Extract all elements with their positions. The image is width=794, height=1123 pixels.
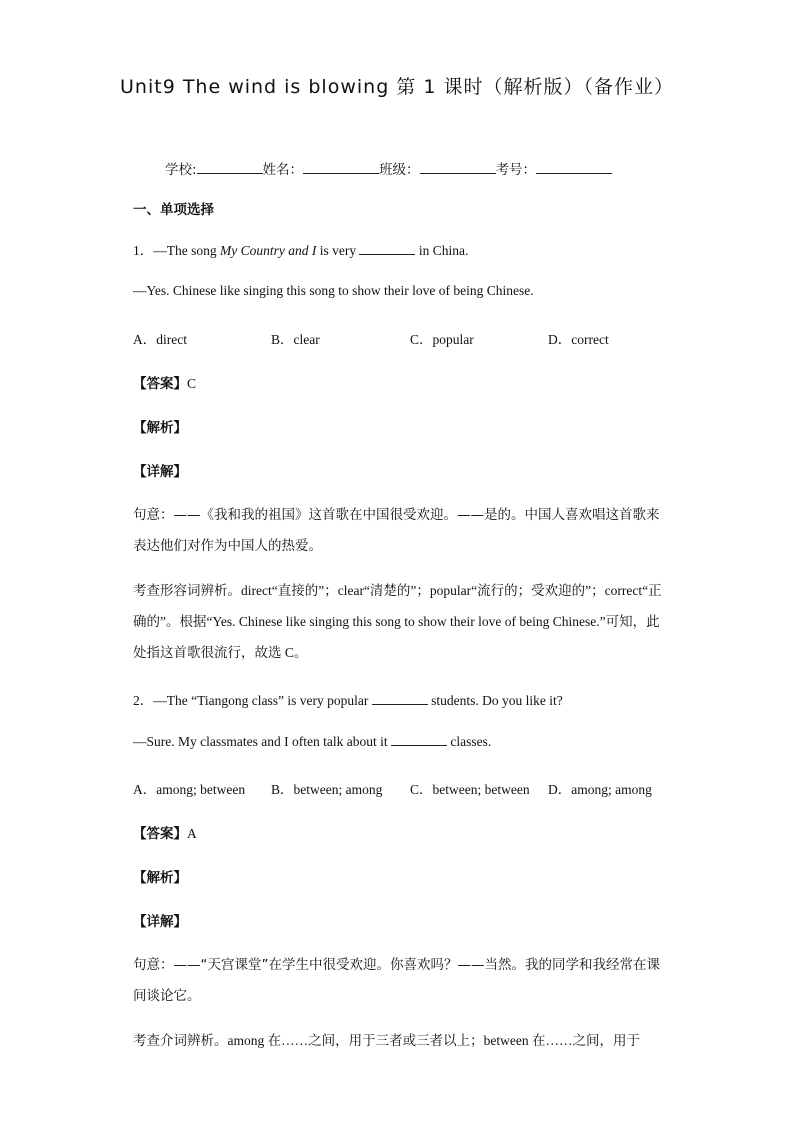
school-label: 学校: <box>165 162 197 178</box>
document-title: Unit9 The wind is blowing 第 1 课时（解析版）（备作业） <box>120 76 674 98</box>
q1-explain: 考查形容词辨析。direct“直接的”；clear“清楚的”；popular“流行的；受欢迎的”；correct“正确的”。根据“Yes. Chinese like singing this song to show their love of being Chinese.”可知，此处指这首歌很流行，故选 C。 <box>133 583 662 660</box>
school-blank[interactable] <box>197 161 263 174</box>
q2-stem-a: 2．—The “Tiangong class” is very popular <box>133 693 372 708</box>
q1-stem-a: 1．—The song <box>133 243 220 258</box>
q1-stem-b: is very <box>316 243 360 258</box>
q2-answer <box>133 822 197 842</box>
q2-analysis-label: 【解析】 <box>133 870 187 886</box>
q1-answer-label: 【答案】 <box>133 376 187 392</box>
q1-option-c[interactable]: C．popular <box>410 332 474 347</box>
q1-stem <box>133 239 468 259</box>
name-label: 姓名： <box>262 162 304 178</box>
q1-stem-c: in China. <box>415 243 469 258</box>
q1-option-d[interactable]: D．correct <box>548 332 609 347</box>
q1-stem-italic: My Country and I <box>220 243 317 258</box>
name-blank[interactable] <box>303 161 379 174</box>
class-blank[interactable] <box>420 161 496 174</box>
q2-stem <box>133 689 563 709</box>
q2-line2-b: classes. <box>446 734 492 749</box>
q1-answer-value: C <box>187 376 197 391</box>
q2-explain: 考查介词辨析。among 在……之间，用于三者或三者以上；between 在……之间，用于 <box>133 1033 640 1048</box>
q2-option-a[interactable]: A．among; between <box>133 782 246 797</box>
q1-analysis-label: 【解析】 <box>133 420 187 436</box>
q2-option-b[interactable]: B．between; among <box>271 782 383 797</box>
q2-meaning: 句意：——“天宫课堂”在学生中很受欢迎。你喜欢吗？——当然。我的同学和我经常在课间谈论它。 <box>133 957 660 1004</box>
q1-line2: —Yes. Chinese like singing this song to show their love of being Chinese. <box>133 283 534 298</box>
q2-detail-label: 【详解】 <box>133 914 187 930</box>
q1-option-b[interactable]: B．clear <box>271 332 320 347</box>
number-blank[interactable] <box>536 161 612 174</box>
q1-meaning: 句意：——《我和我的祖国》这首歌在中国很受欢迎。——是的。中国人喜欢唱这首歌来表达他们对作为中国人的热爱。 <box>133 507 660 554</box>
q1-blank <box>359 242 415 255</box>
q2-option-d[interactable]: D．among; among <box>548 782 652 797</box>
student-info-line <box>165 158 612 178</box>
number-label: 考号： <box>495 162 537 178</box>
q2-line2-a: —Sure. My classmates and I often talk about it <box>133 734 391 749</box>
q2-answer-value: A <box>187 826 197 841</box>
q1-option-a[interactable]: A．direct <box>133 332 187 347</box>
q2-blank-1 <box>372 692 428 705</box>
q2-answer-label: 【答案】 <box>133 826 187 842</box>
section-heading: 一、单项选择 <box>133 202 214 218</box>
q2-stem-b: students. Do you like it? <box>427 693 563 708</box>
q1-answer <box>133 372 196 392</box>
q2-blank-2 <box>391 733 447 746</box>
q1-detail-label: 【详解】 <box>133 464 187 480</box>
q2-line2 <box>133 733 491 750</box>
q2-option-c[interactable]: C．between; between <box>410 782 530 797</box>
class-label: 班级： <box>379 162 420 178</box>
